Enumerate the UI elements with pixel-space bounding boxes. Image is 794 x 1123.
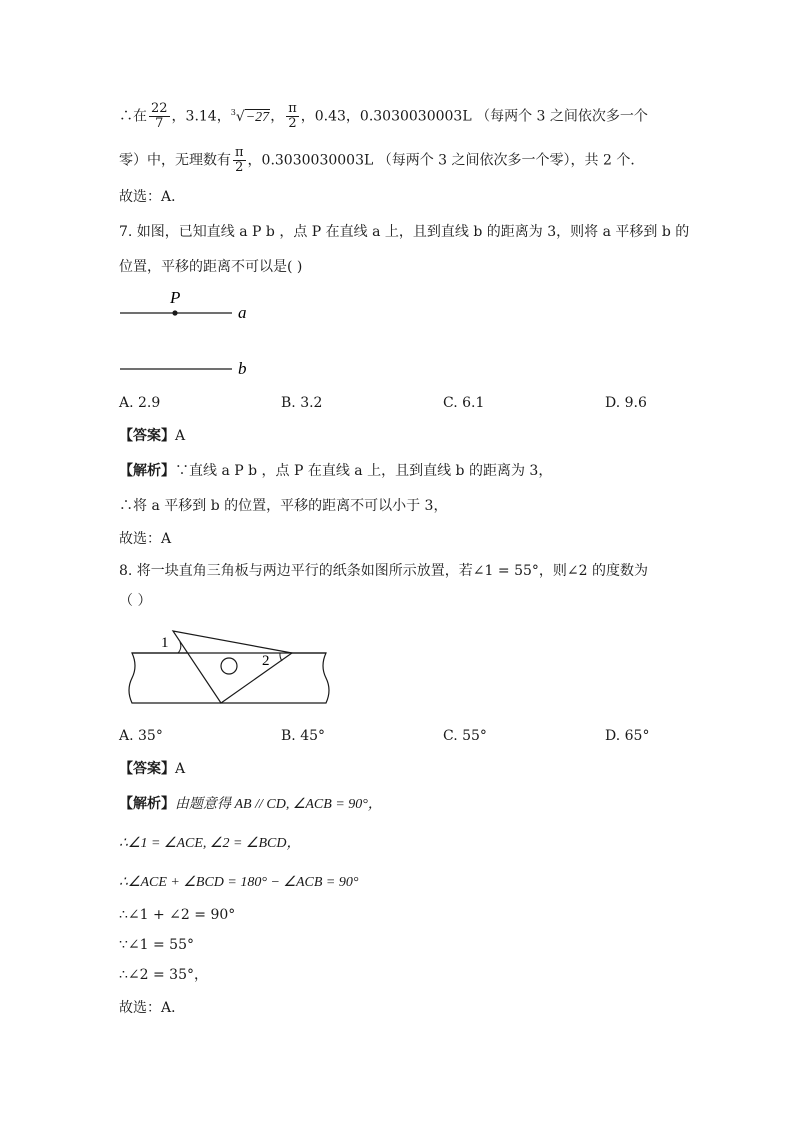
analysis-text: 由题意得 AB // CD, ∠ACB = 90°， bbox=[175, 797, 382, 812]
analysis-tag: 【解析】 bbox=[119, 796, 175, 812]
cube-root: $^3$√−27 bbox=[230, 107, 270, 125]
angle-1-label: 1 bbox=[161, 635, 169, 651]
numerator: π bbox=[288, 101, 297, 116]
answer-value: A bbox=[175, 761, 186, 777]
q8-option-d: D. 65° bbox=[605, 728, 650, 744]
q8-option-b: B. 45° bbox=[281, 728, 326, 744]
q6-solution-line-1 bbox=[119, 102, 648, 131]
q7-analysis-line-2: ∴将 a 平移到 b 的位置，平移的距离不可以小于 3， bbox=[119, 498, 448, 514]
q7-analysis-line-1 bbox=[119, 462, 552, 480]
q7-stem-line-2: 位置，平移的距离不可以是( ) bbox=[119, 259, 303, 275]
q7-option-a: A. 2.9 bbox=[119, 395, 161, 411]
q8-choose: 故选：A． bbox=[119, 1000, 186, 1016]
q7-option-c: C. 6.1 bbox=[443, 395, 485, 411]
q8-triangle-strip-figure bbox=[120, 620, 350, 720]
line-b-label: b bbox=[238, 359, 247, 378]
numerator: 22 bbox=[151, 101, 168, 116]
answer-tag: 【答案】 bbox=[119, 761, 175, 777]
text: ，3.14， bbox=[171, 108, 231, 125]
fraction-pi-2 bbox=[286, 102, 299, 131]
q8-step-1: ∴∠1 = ∠ACE, ∠2 = ∠BCD， bbox=[119, 836, 301, 851]
text: 零）中，无理数有 bbox=[119, 152, 231, 169]
point-p bbox=[172, 310, 177, 315]
q8-answer bbox=[119, 760, 185, 778]
text: ， bbox=[270, 108, 285, 125]
q8-stem-line-2: （ ） bbox=[119, 593, 152, 609]
fraction-22-7 bbox=[149, 102, 170, 131]
analysis-text: ∵直线 a P b ，点 P 在直线 a 上，且到直线 b 的距离为 3， bbox=[175, 463, 553, 479]
q7-answer bbox=[119, 427, 185, 445]
q8-step-2: ∴∠ACE + ∠BCD = 180° − ∠ACB = 90° bbox=[119, 875, 359, 890]
radicand: −27 bbox=[245, 109, 270, 125]
numerator: π bbox=[235, 145, 244, 160]
fraction-pi-2 bbox=[233, 146, 246, 175]
q8-option-c: C. 55° bbox=[443, 728, 487, 744]
q7-stem-line-1: 7. 如图，已知直线 a P b ，点 P 在直线 a 上，且到直线 b 的距离为 3，则将 a 平移到 b 的 bbox=[119, 224, 690, 240]
q6-solution-line-2 bbox=[119, 146, 644, 175]
line-a-label: a bbox=[238, 303, 247, 322]
answer-tag: 【答案】 bbox=[119, 428, 175, 444]
answer-value: A bbox=[175, 428, 186, 444]
right-triangle bbox=[173, 631, 292, 703]
q8-step-4: ∵∠1 = 55° bbox=[119, 937, 194, 953]
root-index: 3 bbox=[230, 107, 236, 117]
q8-step-5: ∴∠2 = 35°， bbox=[119, 967, 208, 983]
q8-stem-line-1: 8. 将一块直角三角板与两边平行的纸条如图所示放置，若∠1 = 55°，则∠2 的度数为 bbox=[119, 563, 648, 579]
text: ，0.3030030003L （每两个 3 之间依次多一个零），共 2 个． bbox=[247, 152, 645, 169]
text: ，0.43，0.3030030003L （每两个 3 之间依次多一个 bbox=[300, 108, 648, 125]
q7-parallel-lines-figure bbox=[110, 285, 270, 385]
q7-option-b: B. 3.2 bbox=[281, 395, 323, 411]
q6-choose: 故选：A． bbox=[119, 189, 186, 205]
denominator: 2 bbox=[235, 160, 244, 175]
denominator: 7 bbox=[155, 116, 164, 131]
angle-1-arc bbox=[178, 642, 181, 653]
q8-option-a: A. 35° bbox=[119, 728, 163, 744]
point-p-label: P bbox=[170, 288, 181, 307]
angle-2-label: 2 bbox=[262, 653, 270, 669]
analysis-tag: 【解析】 bbox=[119, 463, 175, 479]
q8-step-3: ∴∠1 + ∠2 = 90° bbox=[119, 907, 236, 923]
q7-option-d: D. 9.6 bbox=[605, 395, 647, 411]
denominator: 2 bbox=[288, 116, 297, 131]
q7-choose: 故选：A bbox=[119, 531, 172, 547]
text: ∴在 bbox=[119, 108, 147, 125]
q8-analysis-line-1 bbox=[119, 795, 382, 814]
